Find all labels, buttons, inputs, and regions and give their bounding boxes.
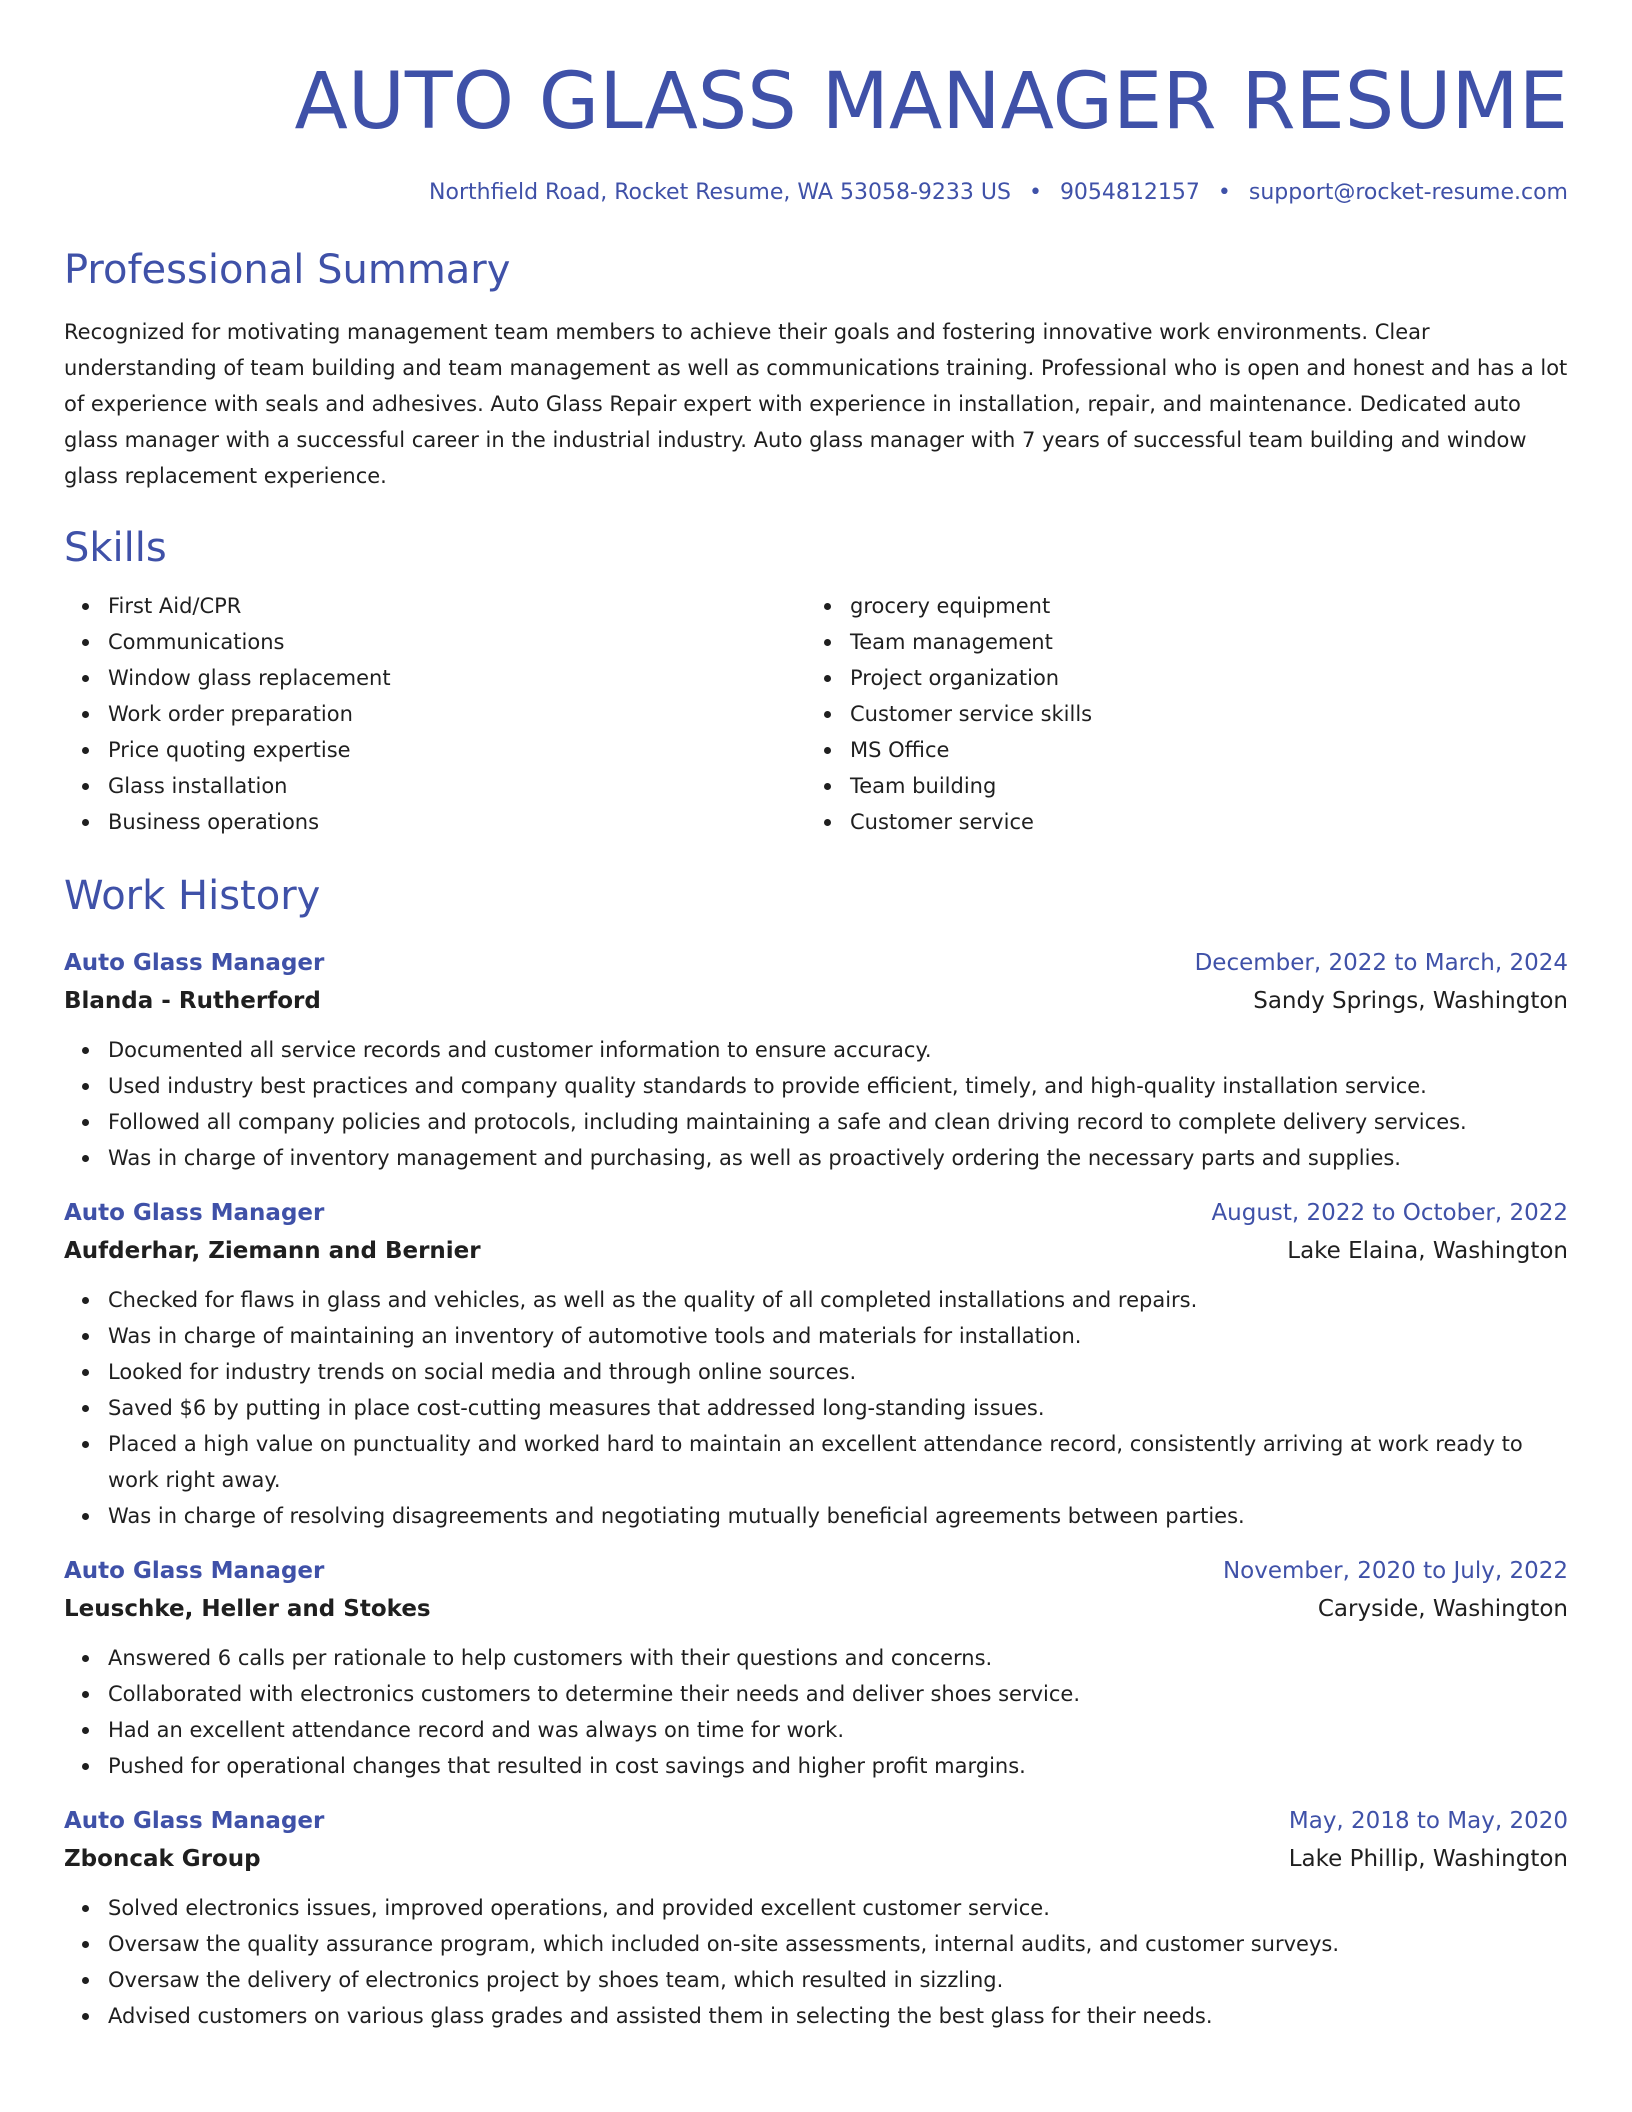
job-bullet: Followed all company policies and protocols, including maintaining a safe and clean driving record to complete delivery services. — [64, 1104, 1568, 1140]
job-title: Auto Glass Manager — [64, 1200, 325, 1226]
skills-grid — [64, 588, 1568, 840]
summary-text: Recognized for motivating management team members to achieve their goals and fostering innovative work environments. Clear understanding of team building and team management as well as communications training. Professional who is open and honest and has a lot of experience with seals and adhesives. Auto Glass Repair expert with experience in installation, repair, and maintenance. Dedicated auto glass manager with a successful career in the industrial industry. Auto glass manager with 7 years of successful team building and window glass replacement experience. — [64, 320, 1568, 488]
skill-item: Team management — [806, 624, 1548, 660]
resume-title: AUTO GLASS MANAGER RESUME — [294, 57, 1568, 147]
job-bullet: Oversaw the quality assurance program, which included on-site assessments, internal audits, and customer surveys. — [64, 1926, 1568, 1962]
skill-item: grocery equipment — [806, 588, 1548, 624]
job-bullet: Oversaw the delivery of electronics project by shoes team, which resulted in sizzling. — [64, 1962, 1568, 1998]
contact-separator: • — [1217, 180, 1231, 205]
skill-item: Customer service skills — [806, 696, 1548, 732]
skill-item: Window glass replacement — [64, 660, 806, 696]
job-title: Auto Glass Manager — [64, 950, 325, 976]
resume-page — [64, 0, 1568, 2034]
summary-heading: Professional Summary — [64, 247, 511, 293]
contact-address: Northfield Road, Rocket Resume, WA 53058-9233 US — [429, 180, 1011, 205]
job-bullet: Was in charge of maintaining an inventory of automotive tools and materials for installation. — [64, 1318, 1568, 1354]
job-bullets — [64, 1890, 1568, 2034]
skill-item: Business operations — [64, 804, 806, 840]
job-dates: August, 2022 to October, 2022 — [1211, 1200, 1568, 1226]
job-bullet: Checked for flaws in glass and vehicles, as well as the quality of all completed installations and repairs. — [64, 1282, 1568, 1318]
job-bullet: Collaborated with electronics customers to determine their needs and deliver shoes service. — [64, 1676, 1568, 1712]
job-location: Lake Phillip, Washington — [1288, 1846, 1568, 1872]
skill-item: Price quoting expertise — [64, 732, 806, 768]
job-location: Lake Elaina, Washington — [1287, 1238, 1568, 1264]
job-entry — [64, 1802, 1568, 2034]
job-entry — [64, 1552, 1568, 1784]
job-bullet: Advised customers on various glass grades and assisted them in selecting the best glass for their needs. — [64, 1998, 1568, 2034]
skills-section — [64, 522, 1568, 840]
job-dates: November, 2020 to July, 2022 — [1222, 1558, 1568, 1584]
job-bullet: Had an excellent attendance record and was always on time for work. — [64, 1712, 1568, 1748]
summary-section — [64, 244, 1568, 494]
job-company: Aufderhar, Ziemann and Bernier — [64, 1238, 481, 1264]
job-company: Zboncak Group — [64, 1846, 261, 1872]
job-bullets — [64, 1032, 1568, 1176]
job-location: Caryside, Washington — [1317, 1596, 1568, 1622]
job-bullet: Was in charge of resolving disagreements and negotiating mutually beneficial agreements between parties. — [64, 1498, 1568, 1534]
job-bullets — [64, 1282, 1568, 1534]
job-bullet: Documented all service records and customer information to ensure accuracy. — [64, 1032, 1568, 1068]
skills-heading: Skills — [64, 525, 167, 571]
job-bullet: Pushed for operational changes that resulted in cost savings and higher profit margins. — [64, 1748, 1568, 1784]
job-title: Auto Glass Manager — [64, 1558, 325, 1584]
contact-separator: • — [1028, 180, 1042, 205]
job-bullet: Placed a high value on punctuality and worked hard to maintain an excellent attendance record, consistently arriving at work ready to work right away. — [64, 1426, 1568, 1498]
job-title: Auto Glass Manager — [64, 1808, 325, 1834]
job-bullet: Saved $6 by putting in place cost-cutting measures that addressed long-standing issues. — [64, 1390, 1568, 1426]
work-history-heading: Work History — [64, 873, 321, 919]
work-history-section — [64, 870, 1568, 2034]
skill-item: Glass installation — [64, 768, 806, 804]
job-company: Leuschke, Heller and Stokes — [64, 1596, 431, 1622]
contact-phone: 9054812157 — [1059, 180, 1200, 205]
job-entry — [64, 944, 1568, 1176]
skill-item: Project organization — [806, 660, 1548, 696]
skill-item: First Aid/CPR — [64, 588, 806, 624]
job-bullet: Looked for industry trends on social media and through online sources. — [64, 1354, 1568, 1390]
skills-left-column — [64, 588, 806, 840]
job-bullet: Solved electronics issues, improved operations, and provided excellent customer service. — [64, 1890, 1568, 1926]
job-dates: December, 2022 to March, 2024 — [1194, 950, 1568, 976]
job-bullet: Answered 6 calls per rationale to help customers with their questions and concerns. — [64, 1640, 1568, 1676]
job-bullet: Used industry best practices and company quality standards to provide efficient, timely, and high-quality installation service. — [64, 1068, 1568, 1104]
skills-right-column — [806, 588, 1548, 840]
job-dates: May, 2018 to May, 2020 — [1288, 1808, 1568, 1834]
skill-item: Customer service — [806, 804, 1548, 840]
skill-item: MS Office — [806, 732, 1548, 768]
contact-email: support@rocket-resume.com — [1248, 180, 1568, 205]
skill-item: Work order preparation — [64, 696, 806, 732]
job-bullets — [64, 1640, 1568, 1784]
job-company: Blanda - Rutherford — [64, 988, 321, 1014]
contact-line — [64, 178, 1568, 208]
skill-item: Team building — [806, 768, 1548, 804]
job-bullet: Was in charge of inventory management and purchasing, as well as proactively ordering the necessary parts and supplies. — [64, 1140, 1568, 1176]
job-entry — [64, 1194, 1568, 1534]
skill-item: Communications — [64, 624, 806, 660]
job-location: Sandy Springs, Washington — [1253, 988, 1568, 1014]
